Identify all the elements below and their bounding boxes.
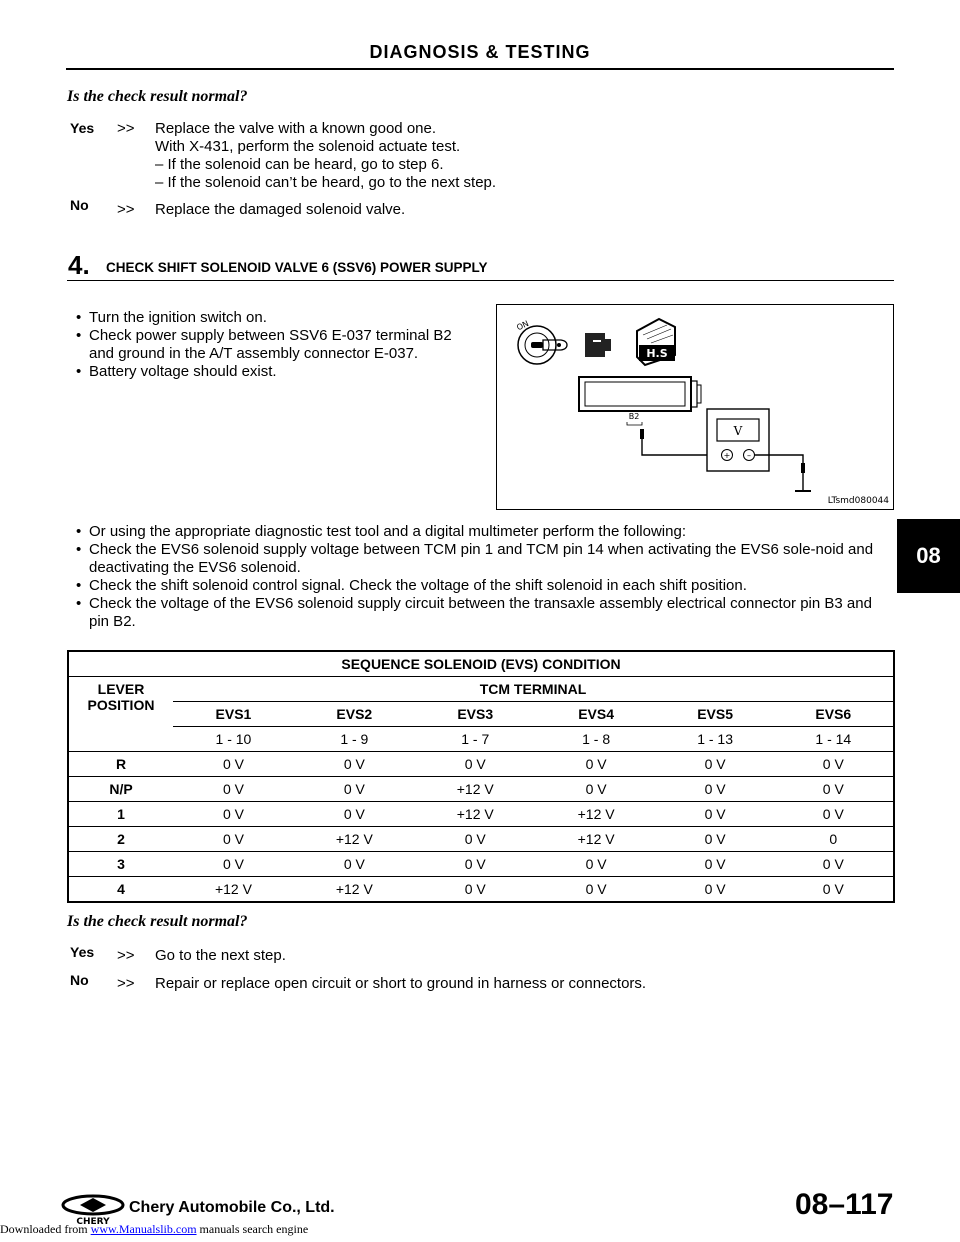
ignition-switch-icon: [515, 319, 567, 364]
yes-line-4: – If the solenoid can’t be heard, go to the next step.: [155, 174, 497, 191]
terminal-label: B2: [628, 412, 640, 421]
pin-cell: 1 - 8: [582, 731, 611, 747]
column-header: EVS6: [815, 706, 852, 722]
pin-cell: 1 - 9: [340, 731, 369, 747]
hot-stamp-icon: [637, 319, 675, 365]
lever-position-header: LEVER POSITION: [87, 681, 155, 713]
page-number: 08–117: [795, 1188, 894, 1221]
no-text: Replace the damaged solenoid valve.: [155, 201, 406, 218]
check-result-question-2: Is the check result normal?: [67, 913, 248, 930]
yes-line-3: – If the solenoid can be heard, go to step 6.: [155, 156, 444, 173]
table-row: 3 0 V 0 V 0 V 0 V 0 V 0 V: [68, 852, 894, 877]
pin-cell: 1 - 10: [215, 731, 252, 747]
no-label-2: No: [70, 972, 89, 988]
pin-cell: 1 - 13: [697, 731, 733, 747]
svg-text:+: +: [723, 451, 731, 460]
pin-cell: 1 - 14: [815, 731, 852, 747]
no-label: No: [70, 197, 89, 213]
table-row: 4 +12 V +12 V 0 V 0 V 0 V 0 V: [117, 881, 844, 897]
table-row: 2 0 V +12 V 0 V +12 V 0 V 0: [68, 827, 894, 852]
wiring-diagram: [497, 305, 893, 509]
bullet-item: • Check the EVS6 solenoid supply voltage between TCM pin 1 and TCM pin 14 when activating the EVS6 sole-noid and deactivating the EVS6 solenoid.: [74, 541, 894, 577]
yes-arrow-2: >>: [117, 947, 135, 964]
table-row: R 0 V 0 V 0 V 0 V 0 V 0 V: [68, 752, 894, 777]
battery-icon: [585, 333, 611, 357]
step-rule: [67, 280, 894, 281]
column-header: EVS4: [578, 706, 615, 722]
step-title: CHECK SHIFT SOLENOID VALVE 6 (SSV6) POWER SUPPLY: [106, 260, 488, 275]
step-bullets: [74, 309, 466, 381]
svg-text:ON: ON: [515, 318, 531, 333]
yes-label-2: Yes: [70, 944, 95, 960]
footer-company: Chery Automobile Co., Ltd.: [129, 1199, 335, 1216]
wiring-figure: [496, 304, 894, 510]
bullet-item: • Check power supply between SSV6 E-037 terminal B2 and ground in the A/T assembly connector E-037.: [74, 327, 466, 363]
svg-text:CHERY: CHERY: [76, 1217, 110, 1226]
table-row: 1 0 V 0 V +12 V +12 V 0 V 0 V: [68, 802, 894, 827]
svg-text:H.S: H.S: [646, 347, 668, 360]
manualslib-link[interactable]: www.Manualslib.com: [90, 1222, 197, 1236]
bullet-item: • Or using the appropriate diagnostic test tool and a digital multimeter perform the following:: [74, 523, 894, 541]
tcm-terminal-header: TCM TERMINAL: [173, 677, 894, 702]
svg-text:V: V: [733, 424, 743, 438]
no-text-2: Repair or replace open circuit or short to ground in harness or connectors.: [155, 975, 647, 992]
evs-condition-table: [67, 650, 895, 903]
column-header: EVS3: [457, 706, 494, 722]
no-arrow-2: >>: [117, 975, 135, 992]
section-tab: 08: [897, 519, 960, 593]
bullet-item: • Battery voltage should exist.: [74, 363, 466, 381]
voltmeter-icon: [707, 409, 769, 471]
download-notice: Downloaded from www.Manualslib.com manuals search engine: [0, 1222, 309, 1236]
no-arrow: >>: [117, 201, 135, 218]
check-result-question: Is the check result normal?: [67, 88, 248, 105]
bullet-item: • Check the shift solenoid control signal. Check the voltage of the shift solenoid in each shift position.: [74, 577, 894, 595]
step-number: 4.: [68, 250, 90, 280]
pin-cell: 1 - 7: [461, 731, 490, 747]
yes-text-2: Go to the next step.: [155, 947, 286, 964]
bullet-item: • Check the voltage of the EVS6 solenoid supply circuit between the transaxle assembly electrical connector pin B3 and pin B2.: [74, 595, 894, 631]
yes-line-2: With X-431, perform the solenoid actuate test.: [155, 138, 461, 155]
figure-id: LTsmd080044: [827, 496, 889, 506]
table-title: SEQUENCE SOLENOID (EVS) CONDITION: [341, 656, 621, 672]
column-header: EVS1: [215, 706, 252, 722]
connector-icon: [579, 377, 701, 425]
step-bullets-2: [74, 523, 894, 631]
yes-line-1: Replace the valve with a known good one.: [155, 120, 437, 137]
header-rule: [66, 68, 894, 70]
bullet-item: • Turn the ignition switch on.: [74, 309, 466, 327]
table-row: N/P 0 V 0 V +12 V 0 V 0 V 0 V: [68, 777, 894, 802]
column-header: EVS2: [336, 706, 373, 722]
yes-arrow: >>: [117, 120, 135, 137]
svg-text:–: –: [747, 451, 751, 460]
yes-label: Yes: [70, 120, 95, 136]
page-header-title: DIAGNOSIS & TESTING: [369, 42, 591, 62]
column-header: EVS5: [697, 706, 733, 722]
